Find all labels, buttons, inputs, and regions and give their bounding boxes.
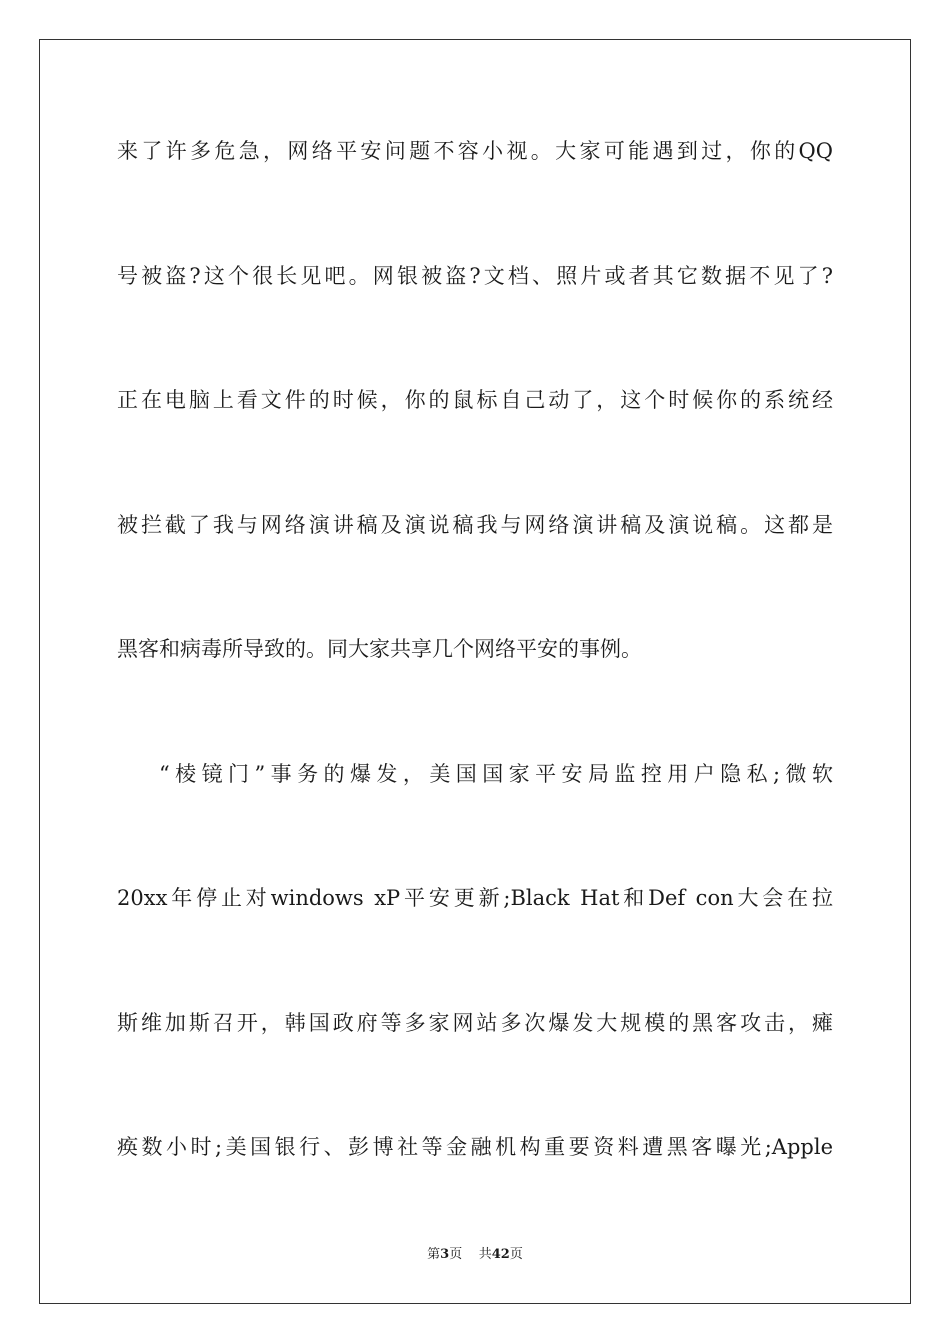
footer-page-number: 3 bbox=[440, 1247, 450, 1262]
page-border bbox=[39, 39, 911, 1304]
text-line-7: 20xx年停止对windows xP平安更新;Black Hat和Def con大会在拉 bbox=[117, 886, 833, 910]
text-line-6: “棱镜门”事务的爆发，美国国家平安局监控用户隐私;微软 bbox=[159, 762, 833, 786]
text-line-5: 黑客和病毒所导致的。同大家共享几个网络平安的事例。 bbox=[117, 637, 642, 661]
footer-prefix: 第 bbox=[427, 1247, 441, 1262]
text-line-3: 正在电脑上看文件的时候，你的鼠标自己动了，这个时候你的系统经 bbox=[117, 388, 833, 412]
footer-total-suffix: 页 bbox=[509, 1247, 523, 1262]
text-line-2: 号被盗?这个很长见吧。网银被盗?文档、照片或者其它数据不见了? bbox=[117, 264, 833, 288]
page-footer bbox=[0, 1246, 950, 1264]
text-line-8: 斯维加斯召开，韩国政府等多家网站多次爆发大规模的黑客攻击，瘫 bbox=[117, 1011, 833, 1035]
footer-total-pages: 42 bbox=[491, 1247, 510, 1262]
footer-total-prefix: 共 bbox=[478, 1247, 492, 1262]
footer-page-suffix: 页 bbox=[449, 1247, 463, 1262]
text-line-1: 来了许多危急，网络平安问题不容小视。大家可能遇到过，你的QQ bbox=[117, 139, 833, 163]
text-line-9: 痪数小时;美国银行、彭博社等金融机构重要资料遭黑客曝光;Apple bbox=[117, 1135, 833, 1159]
text-line-4: 被拦截了我与网络演讲稿及演说稿我与网络演讲稿及演说稿。这都是 bbox=[117, 513, 833, 537]
